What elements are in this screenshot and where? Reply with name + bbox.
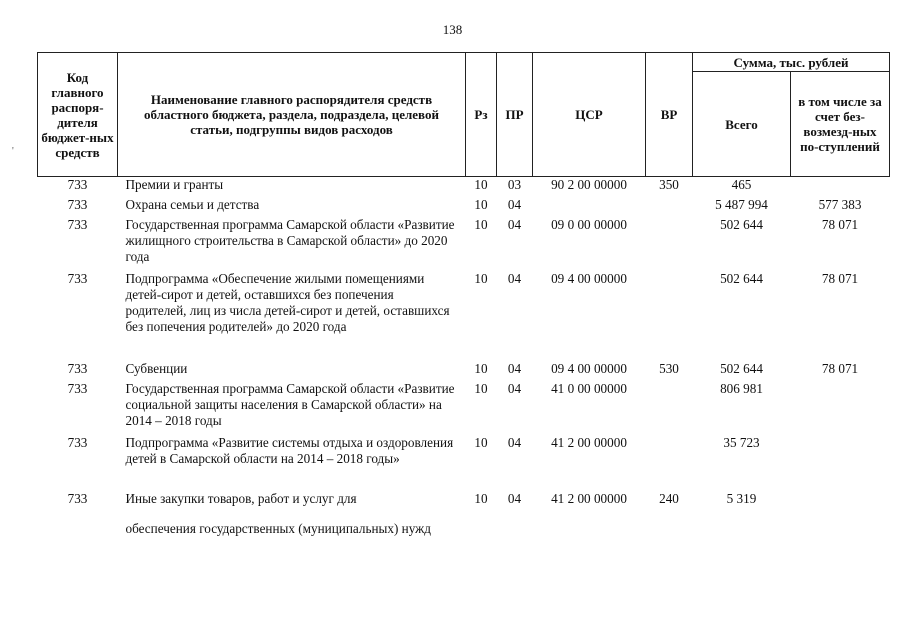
table-row [38, 491, 890, 561]
cell-code: 733 [67, 217, 88, 232]
cell-name [118, 491, 466, 561]
header-vr: ВР [646, 53, 693, 177]
cell-total: 35 723 [723, 435, 760, 450]
cell-vr [646, 271, 693, 361]
cell-name-continuation: обеспечения государственных (муниципальных) нужд [125, 521, 431, 536]
cell-name: Премии и гранты [125, 177, 224, 192]
cell-csr: 41 0 00 00000 [551, 381, 627, 396]
header-pr: ПР [497, 53, 533, 177]
cell-free: 577 383 [818, 197, 862, 212]
cell-free [791, 435, 890, 491]
cell-vr [646, 381, 693, 435]
cell-pr: 04 [507, 271, 522, 286]
cell-name: Подпрограмма «Обеспечение жилыми помещениями детей-сирот и детей, оставшихся без попечения родителей, лиц из числа детей-сирот и детей, оставшихся без попечения родителей» до 2020 года [125, 271, 450, 334]
cell-free: 78 071 [821, 361, 859, 376]
cell-free [791, 177, 890, 198]
header-total: Всего [693, 72, 791, 177]
cell-rz: 10 [474, 197, 488, 212]
table-row [38, 177, 890, 198]
header-code: Код главного распоря-дителя бюджет-ных средств [38, 53, 118, 177]
cell-name: Охрана семьи и детства [125, 197, 260, 212]
cell-csr: 09 4 00 00000 [551, 271, 627, 286]
cell-code: 733 [67, 197, 88, 212]
cell-csr: 41 2 00 00000 [551, 435, 627, 450]
cell-total: 502 644 [720, 271, 763, 286]
cell-total: 806 981 [720, 381, 763, 396]
cell-vr: 350 [659, 177, 679, 192]
table-row [38, 217, 890, 271]
cell-pr: 04 [507, 435, 522, 450]
cell-csr: 09 4 00 00000 [551, 361, 627, 376]
cell-code: 733 [67, 381, 88, 396]
cell-total: 502 644 [720, 361, 763, 376]
cell-rz: 10 [474, 435, 488, 450]
cell-total: 5 487 994 [715, 197, 768, 212]
table-row [38, 197, 890, 217]
cell-vr [646, 197, 693, 217]
cell-rz: 10 [474, 217, 488, 232]
table-row [38, 381, 890, 435]
table-body [38, 177, 890, 562]
cell-rz: 10 [474, 381, 488, 396]
cell-vr [646, 217, 693, 271]
cell-rz: 10 [474, 361, 488, 376]
header-sum: Сумма, тыс. рублей [693, 53, 890, 72]
cell-name: Субвенции [125, 361, 188, 376]
cell-csr [533, 197, 646, 217]
cell-free: 78 071 [821, 271, 859, 286]
cell-pr: 04 [507, 197, 522, 212]
cell-pr: 04 [507, 217, 522, 232]
cell-csr: 90 2 00 00000 [551, 177, 627, 192]
page-number: 138 [442, 22, 463, 37]
cell-code: 733 [67, 435, 88, 450]
cell-name: Государственная программа Самарской области «Развитие социальной защиты населения в Самарской области» на 2014 – 2018 годы [125, 381, 455, 428]
header-rz: Рз [466, 53, 497, 177]
cell-csr: 09 0 00 00000 [551, 217, 627, 232]
cell-name: Государственная программа Самарской области «Развитие жилищного строительства в Самарской области» до 2020 года [125, 217, 455, 264]
header-free: в том числе за счет без-возмезд-ных по-ступлений [791, 72, 890, 177]
cell-free [791, 491, 890, 561]
stray-mark: ' [12, 146, 14, 157]
cell-csr: 41 2 00 00000 [551, 491, 627, 506]
cell-vr: 240 [659, 491, 679, 506]
table-header [38, 53, 890, 177]
cell-code: 733 [67, 271, 88, 286]
cell-code: 733 [67, 361, 88, 376]
cell-vr: 530 [659, 361, 679, 376]
cell-pr: 03 [507, 177, 522, 192]
cell-total: 465 [731, 177, 752, 192]
cell-rz: 10 [474, 271, 488, 286]
cell-pr: 04 [507, 381, 522, 396]
cell-free [791, 381, 890, 435]
cell-rz: 10 [474, 177, 488, 192]
table-row [38, 435, 890, 491]
cell-rz: 10 [474, 491, 488, 506]
cell-total: 502 644 [720, 217, 763, 232]
table-row [38, 271, 890, 361]
cell-total: 5 319 [726, 491, 757, 506]
cell-code: 733 [67, 177, 88, 192]
header-csr: ЦСР [533, 53, 646, 177]
cell-name: Подпрограмма «Развитие системы отдыха и оздоровления детей в Самарской области на 2014 – 2018 годы» [125, 435, 454, 466]
cell-free: 78 071 [821, 217, 859, 232]
table-row [38, 361, 890, 381]
cell-pr: 04 [507, 361, 522, 376]
budget-table [37, 52, 890, 561]
header-name: Наименование главного распорядителя средств областного бюджета, раздела, подраздела, целевой статьи, подгруппы видов расходов [118, 53, 466, 177]
cell-name-line1: Иные закупки товаров, работ и услуг для [125, 491, 357, 506]
cell-vr [646, 435, 693, 491]
cell-code: 733 [67, 491, 88, 506]
cell-pr: 04 [507, 491, 522, 506]
